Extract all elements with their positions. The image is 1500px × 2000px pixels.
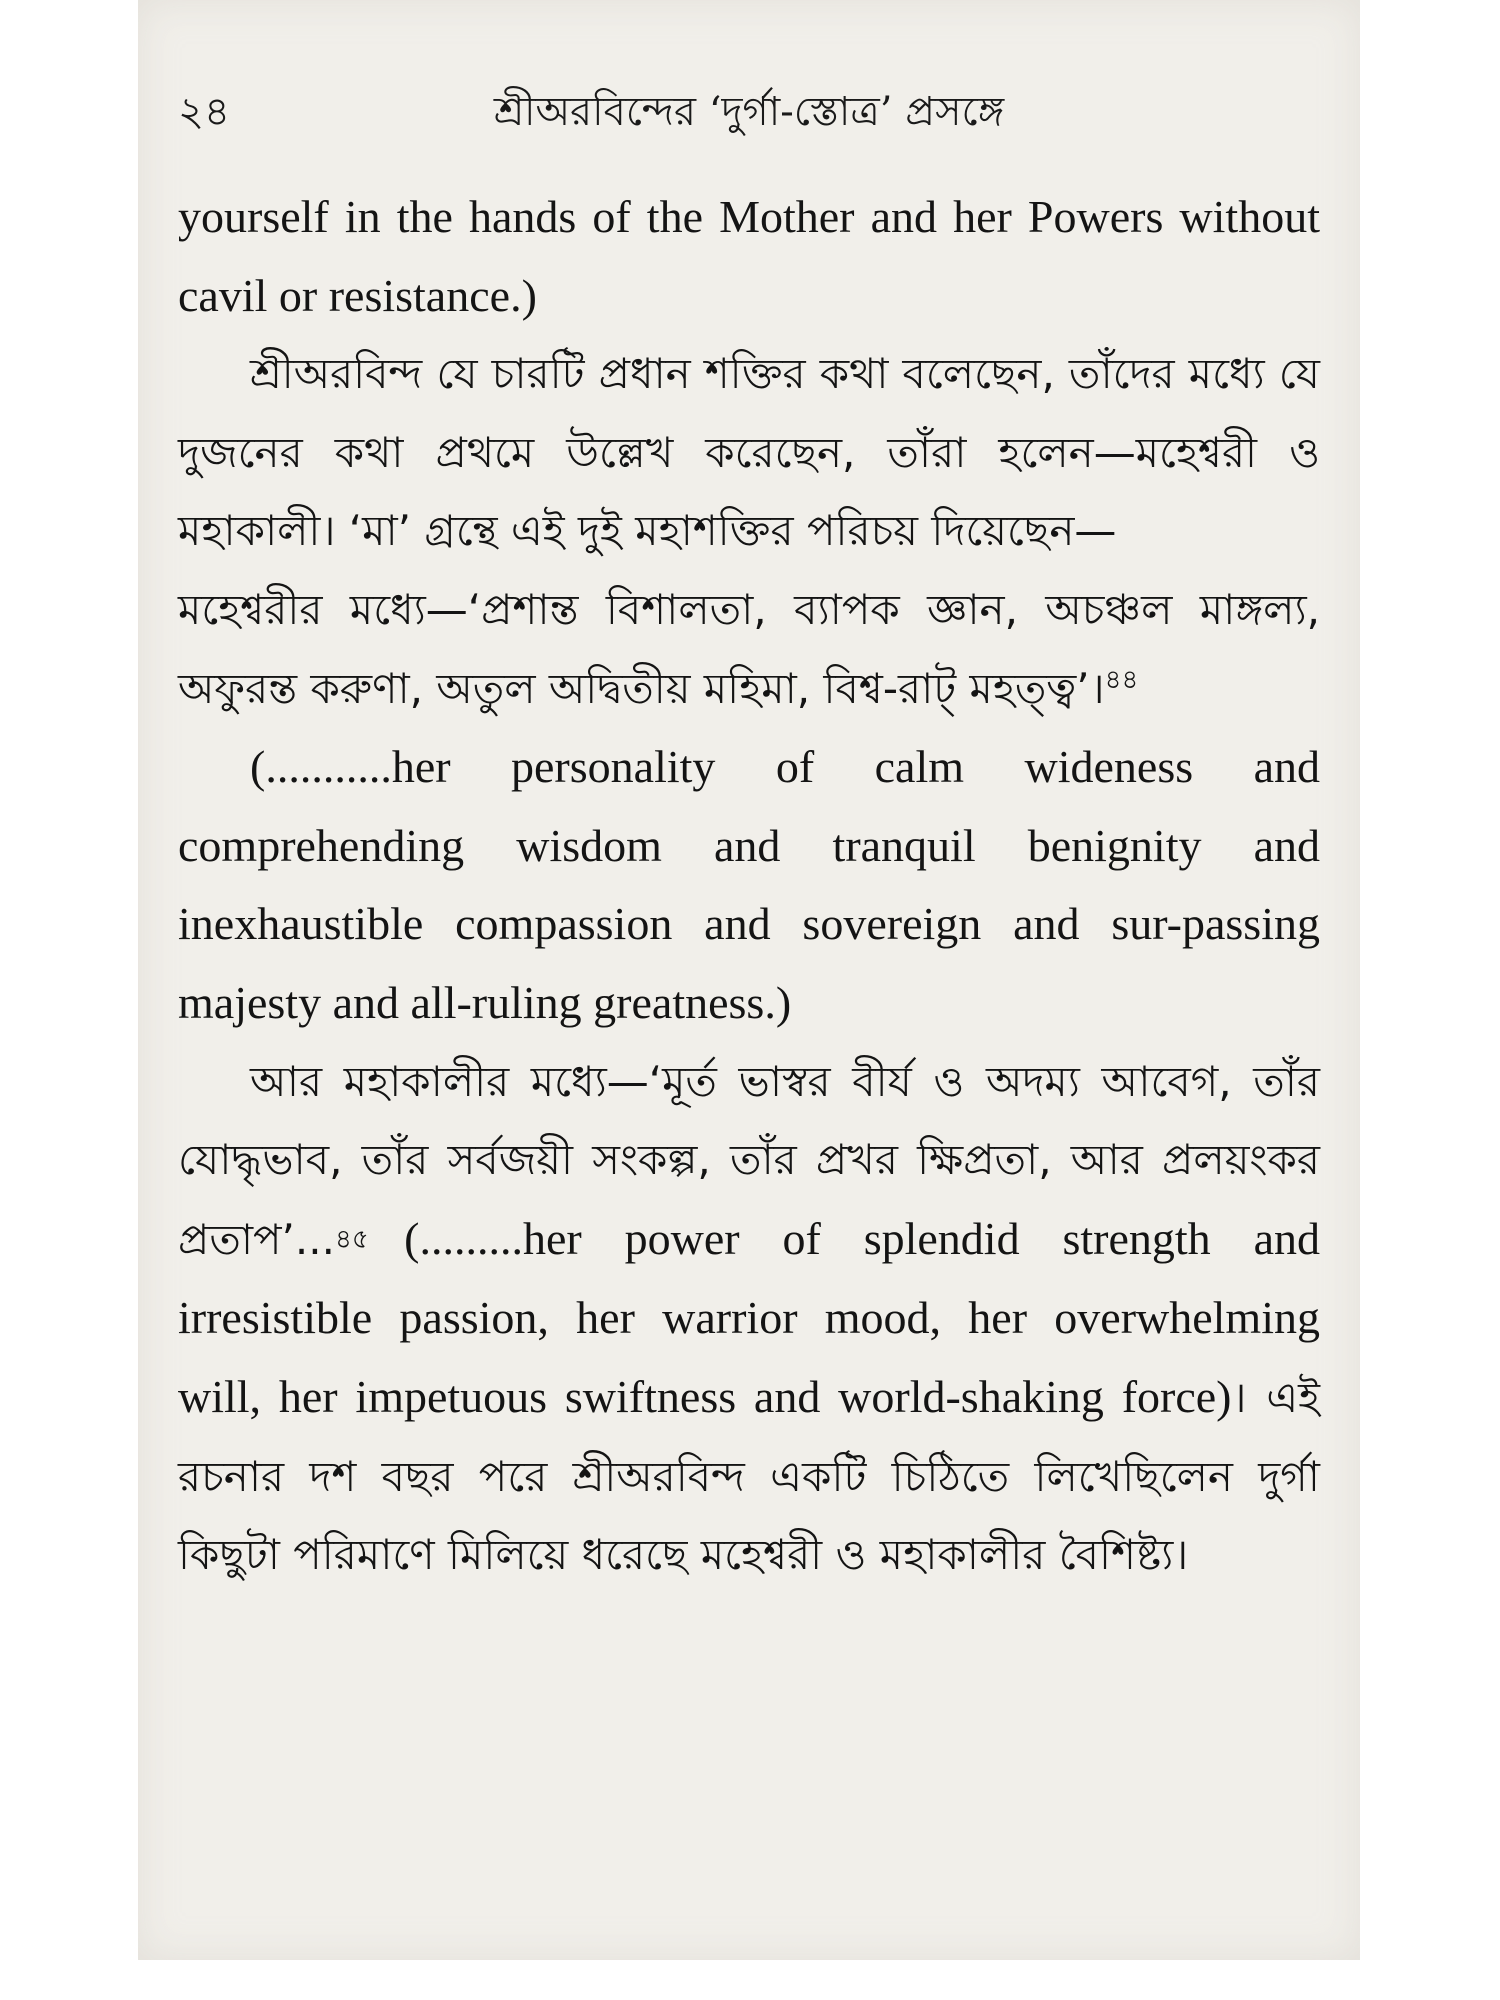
page-number: ২৪ [178,89,230,135]
mahakali-quote-text: আর মহাকালীর মধ্যে—‘মূর্ত ভাস্বর বীর্য ও অদম্য আবেগ, তাঁর যোদ্ধৃভাব, তাঁর সর্বজয়ী সংকল্প, তাঁর প্রখর ক্ষিপ্রতা, আর প্রলয়ংকর প্রতাপ’... [178,1056,1320,1264]
page-header [178,62,1320,135]
closing-bengali-text: । এই রচনার দশ বছর পরে শ্রীঅরবিন্দ একটি চিঠিতে লিখেছিলেন দুর্গা কিছুটা পরিমাণে মিলিয়ে ধরেছে মহেশ্বরী ও মহাকালীর বৈশিষ্ট্য। [178,1372,1320,1580]
footnote-marker-45: ৪৫ [334,1224,369,1254]
paragraph-bengali-intro: শ্রীঅরবিন্দ যে চারটি প্রধান শক্তির কথা বলেছেন, তাঁদের মধ্যে যে দুজনের কথা প্রথমে উল্লেখ করেছেন, তাঁরা হলেন—মহেশ্বরী ও মহাকালী। ‘মা’ গ্রন্থে এই দুই মহাশক্তির পরিচয় দিয়েছেন— [178,349,1320,556]
paragraph-mahakali [178,1043,1320,1595]
footnote-marker-44: ৪৪ [1104,664,1139,695]
book-page [138,0,1360,1960]
maheshwari-quote-text: মহেশ্বরীর মধ্যে—‘প্রশান্ত বিশালতা, ব্যাপক জ্ঞান, অচঞ্চল মাঙ্গল্য, অফুরন্ত করুণা, অতুল অদ্বিতীয় মহিমা, বিশ্ব-রাট্ মহত্ত্ব’। [178,584,1320,713]
paragraph-maheshwari-quote [178,571,1320,728]
paragraph-maheshwari-english: (...........her personality of calm wideness and comprehending wisdom and tranquil benignity and inexhaustible compassion and sovereign and sur-passing majesty and all-ruling greatness.) [178,741,1320,1028]
mahakali-english: (.........her power of splendid strength and irresistible passion, her warrior mood, her overwhelming will, her impetuous swiftness and world-shaking force) [178,1212,1321,1422]
paragraph-english-continuation: yourself in the hands of the Mother and her Powers without cavil or resistance.) [178,191,1320,321]
running-title: শ্রীঅরবিন্দের ‘দুর্গা-স্তোত্র’ প্রসঙ্গে [493,89,1005,135]
page-body [178,178,1320,1595]
